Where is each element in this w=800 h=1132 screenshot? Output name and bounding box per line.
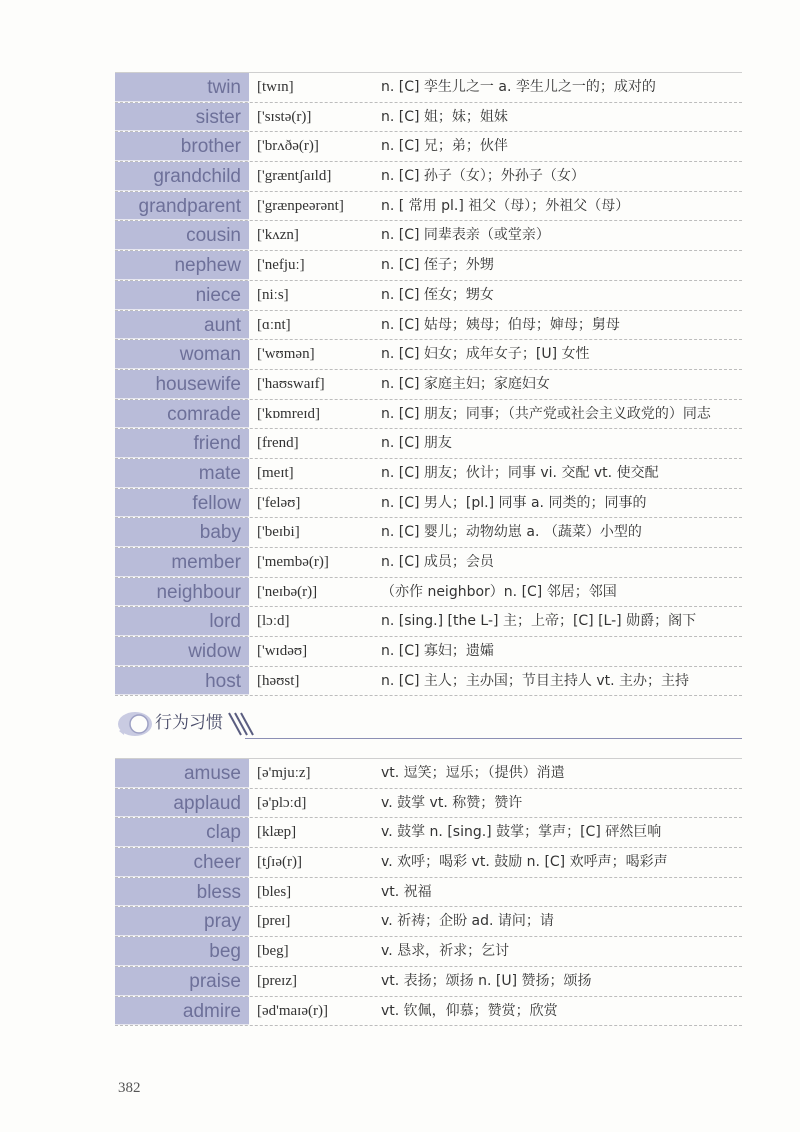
vocab-definition: n. [C] 孙子（女）；外孙子（女）: [381, 168, 585, 185]
vocab-word: housewife: [115, 370, 249, 399]
vocab-word: woman: [115, 340, 249, 369]
vocab-word: bless: [115, 878, 249, 907]
vocab-definition: v. 恳求，祈求；乞讨: [381, 943, 510, 960]
vocab-word: lord: [115, 607, 249, 636]
vocab-phonetic: ['wʊmən]: [257, 346, 315, 363]
vocab-definition: n. [C] 朋友: [381, 435, 452, 452]
vocab-word: sister: [115, 103, 249, 132]
vocab-word: grandparent: [115, 192, 249, 221]
vocab-row: [115, 132, 742, 162]
vocab-row: [115, 907, 742, 937]
vocab-row: [115, 967, 742, 997]
vocab-word: admire: [115, 997, 249, 1026]
vocab-row: [115, 759, 742, 789]
section-header: [115, 705, 742, 741]
vocab-phonetic: ['kɒmreɪd]: [257, 405, 321, 422]
page-number: 382: [118, 1080, 141, 1096]
vocab-definition: vt. 表扬；颂扬 n. [U] 赞扬；颂扬: [381, 972, 592, 989]
vocab-phonetic: ['beɪbi]: [257, 524, 300, 541]
vocab-row: [115, 607, 742, 637]
vocab-row: [115, 578, 742, 608]
vocab-definition: n. [C] 婴儿；动物幼崽 a. （蔬菜）小型的: [381, 524, 642, 541]
vocab-row: [115, 162, 742, 192]
vocab-row: [115, 281, 742, 311]
vocab-phonetic: [preɪz]: [257, 972, 297, 989]
vocab-row: [115, 878, 742, 908]
vocab-definition: vt. 祝福: [381, 883, 432, 900]
vocab-phonetic: ['grænpeərənt]: [257, 197, 344, 214]
vocab-definition: vt. 逗笑；逗乐；（提供）消遣: [381, 765, 565, 781]
vocab-definition: n. [C] 寡妇；遗孀: [381, 643, 494, 660]
vocab-phonetic: [niːs]: [257, 286, 289, 303]
vocab-phonetic: ['neɪbə(r)]: [257, 583, 318, 600]
vocab-phonetic: ['brʌðə(r)]: [257, 138, 319, 155]
vocab-row: [115, 637, 742, 667]
vocab-word: twin: [115, 73, 249, 102]
vocab-row: [115, 429, 742, 459]
vocab-word: beg: [115, 937, 249, 966]
vocab-word: grandchild: [115, 162, 249, 191]
vocab-phonetic: [klæp]: [257, 824, 297, 841]
vocab-word: baby: [115, 518, 249, 547]
vocab-word: cousin: [115, 221, 249, 250]
vocab-phonetic: ['feləʊ]: [257, 494, 301, 511]
vocab-phonetic: [əd'maɪə(r)]: [257, 1002, 328, 1019]
vocab-word: neighbour: [115, 578, 249, 607]
vocab-word: brother: [115, 132, 249, 161]
vocab-table-behavior: [115, 758, 742, 1026]
vocab-phonetic: [frend]: [257, 435, 299, 452]
vocab-definition: n. [C] 朋友；同事；（共产党或社会主义政党的）同志: [381, 405, 711, 422]
vocab-definition: n. [C] 男人；[pl.] 同事 a. 同类的；同事的: [381, 494, 647, 511]
vocab-definition: n. [C] 家庭主妇；家庭妇女: [381, 375, 550, 392]
vocab-definition: n. [C] 侄子；外甥: [381, 257, 494, 274]
vocab-definition: v. 祈祷；企盼 ad. 请问；请: [381, 913, 554, 930]
vocab-word: cheer: [115, 848, 249, 877]
vocab-row: [115, 459, 742, 489]
vocab-row: [115, 548, 742, 578]
vocab-row: [115, 251, 742, 281]
vocab-definition: n. [C] 朋友；伙计；同事 vi. 交配 vt. 使交配: [381, 464, 659, 481]
vocab-phonetic: [bles]: [257, 883, 292, 900]
vocab-word: friend: [115, 429, 249, 458]
section-divider: [245, 738, 742, 739]
vocab-row: [115, 518, 742, 548]
vocab-phonetic: [meɪt]: [257, 464, 294, 481]
vocab-row: [115, 103, 742, 133]
vocab-word: amuse: [115, 759, 249, 788]
vocab-phonetic: [lɔːd]: [257, 613, 290, 630]
vocab-phonetic: ['wɪdəʊ]: [257, 643, 308, 660]
vocab-phonetic: [ɑːnt]: [257, 316, 291, 333]
vocab-phonetic: [beg]: [257, 943, 289, 960]
vocab-definition: n. [C] 姑母；姨母；伯母；婶母；舅母: [381, 316, 620, 333]
vocab-definition: n. [C] 妇女；成年女子；[U] 女性: [381, 346, 590, 363]
vocab-phonetic: ['membə(r)]: [257, 554, 329, 570]
vocab-definition: n. [C] 姐；妹；姐妹: [381, 108, 508, 125]
vocab-phonetic: [twɪn]: [257, 79, 294, 95]
vocab-phonetic: ['sɪstə(r)]: [257, 108, 312, 125]
decorative-stripes: [227, 711, 257, 737]
vocab-word: fellow: [115, 489, 249, 518]
vocab-row: [115, 370, 742, 400]
vocab-row: [115, 789, 742, 819]
vocab-row: [115, 489, 742, 519]
vocab-row: [115, 192, 742, 222]
vocab-word: widow: [115, 637, 249, 666]
vocab-word: clap: [115, 818, 249, 847]
vocab-definition: n. [C] 孪生儿之一 a. 孪生儿之一的；成对的: [381, 79, 656, 95]
vocab-phonetic: [tʃɪə(r)]: [257, 854, 302, 871]
vocab-table-family: [115, 72, 742, 696]
vocab-row: [115, 667, 742, 697]
vocab-row: [115, 311, 742, 341]
vocab-phonetic: ['græntʃaɪld]: [257, 168, 332, 185]
vocab-definition: vt. 钦佩，仰慕；赞赏；欣赏: [381, 1002, 558, 1019]
vocab-definition: n. [C] 兄；弟；伙伴: [381, 138, 508, 155]
vocab-phonetic: [həʊst]: [257, 672, 300, 689]
vocab-phonetic: ['haʊswaɪf]: [257, 375, 325, 392]
vocab-phonetic: [preɪ]: [257, 913, 291, 930]
vocab-phonetic: ['kʌzn]: [257, 227, 299, 244]
vocab-word: pray: [115, 907, 249, 936]
vocab-definition: n. [sing.] [the L-] 主；上帝；[C] [L-] 勋爵；阁下: [381, 613, 697, 630]
vocab-word: host: [115, 667, 249, 696]
vocab-word: member: [115, 548, 249, 577]
vocab-row: [115, 937, 742, 967]
vocab-row: [115, 73, 742, 103]
vocab-row: [115, 340, 742, 370]
vocab-word: mate: [115, 459, 249, 488]
vocab-row: [115, 400, 742, 430]
vocab-word: aunt: [115, 311, 249, 340]
speech-bubble-icon: [115, 709, 155, 739]
vocab-definition: n. [C] 主人；主办国；节目主持人 vt. 主办；主持: [381, 672, 690, 689]
vocab-phonetic: [ə'mjuːz]: [257, 765, 311, 781]
vocab-word: applaud: [115, 789, 249, 818]
vocab-word: niece: [115, 281, 249, 310]
vocab-definition: v. 鼓掌 n. [sing.] 鼓掌；掌声；[C] 砰然巨响: [381, 824, 662, 841]
vocab-phonetic: [ə'plɔːd]: [257, 794, 307, 811]
vocab-row: [115, 848, 742, 878]
vocab-word: nephew: [115, 251, 249, 280]
vocab-row: [115, 997, 742, 1027]
vocab-definition: v. 鼓掌 vt. 称赞；赞许: [381, 794, 523, 811]
vocab-definition: n. [C] 侄女；甥女: [381, 286, 494, 303]
vocab-row: [115, 221, 742, 251]
section-title: 行为习惯: [155, 713, 223, 733]
vocab-definition: n. [C] 成员；会员: [381, 554, 494, 570]
vocab-phonetic: ['nefjuː]: [257, 257, 305, 274]
vocab-definition: n. [C] 同辈表亲（或堂亲）: [381, 227, 550, 244]
vocab-word: praise: [115, 967, 249, 996]
vocab-definition: n. [ 常用 pl.] 祖父（母）；外祖父（母）: [381, 197, 630, 214]
vocab-definition: （亦作 neighbor）n. [C] 邻居；邻国: [381, 583, 617, 600]
vocab-definition: v. 欢呼；喝彩 vt. 鼓励 n. [C] 欢呼声；喝彩声: [381, 854, 668, 871]
vocab-row: [115, 818, 742, 848]
vocab-word: comrade: [115, 400, 249, 429]
